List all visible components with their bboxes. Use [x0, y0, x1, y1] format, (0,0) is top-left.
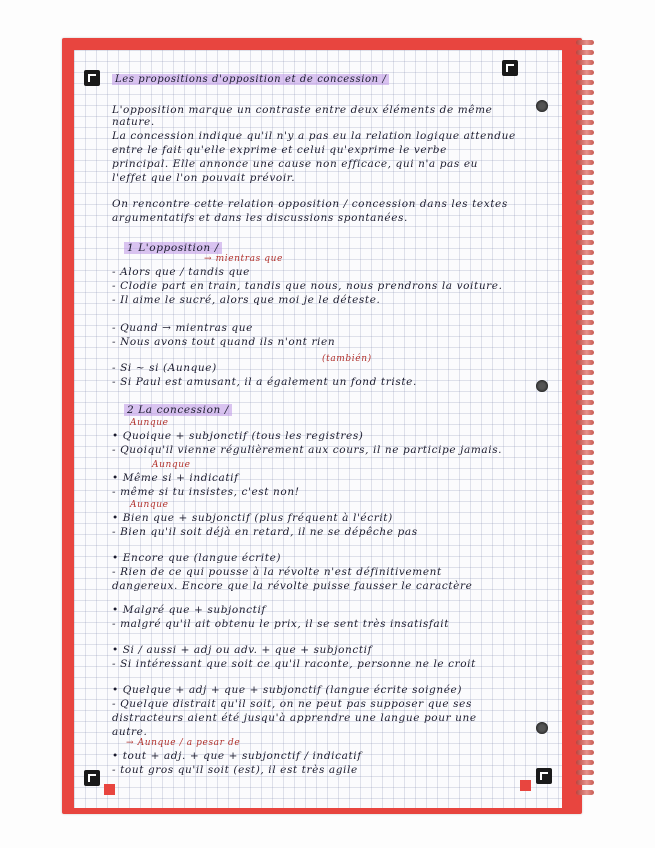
intro-line: L'opposition marque un contraste entre deux éléments de même	[112, 104, 493, 116]
spiral-coil	[576, 590, 594, 595]
note-line: - Si ~ si (Aunque)	[112, 362, 217, 374]
note-line: - Quoiqu'il vienne régulièrement aux cours, il ne participe jamais.	[112, 444, 503, 456]
spiral-coil	[576, 180, 594, 185]
spiral-coil	[576, 750, 594, 755]
intro-line: argumentatifs et dans les discussions spontanées.	[112, 212, 408, 224]
note-line: • Quelque + adj + que + subjonctif (langue écrite soignée)	[112, 684, 463, 696]
note-line: • Bien que + subjonctif (plus fréquent à l'écrit)	[112, 512, 393, 524]
spiral-coil	[576, 620, 594, 625]
spiral-coil	[576, 720, 594, 725]
note-line: - malgré qu'il ait obtenu le prix, il se sent très insatisfait	[112, 618, 450, 630]
spiral-coil	[576, 430, 594, 435]
note-line: • Si / aussi + adj ou adv. + que + subjonctif	[112, 644, 373, 656]
note-line: • Encore que (langue écrite)	[112, 552, 282, 564]
intro-line: On rencontre cette relation opposition / concession dans les textes	[112, 198, 508, 210]
spiral-coil	[576, 490, 594, 495]
spiral-coil	[576, 140, 594, 145]
spiral-coil	[576, 220, 594, 225]
intro-line: La concession indique qu'il n'y a pas eu la relation logique attendue	[112, 130, 516, 142]
spiral-coil	[576, 640, 594, 645]
note-line: • Même si + indicatif	[112, 472, 239, 484]
spiral-coil	[576, 500, 594, 505]
spiral-coil	[576, 350, 594, 355]
note-line: - Quand → mientras que	[112, 322, 253, 334]
margin-note: → Aunque / a pesar de	[126, 738, 241, 748]
note-line: - tout gros qu'il soit (est), il est très agile	[112, 764, 358, 776]
notebook-page	[74, 50, 562, 808]
spiral-coil	[576, 700, 594, 705]
spiral-coil	[576, 210, 594, 215]
spiral-coil	[576, 770, 594, 775]
intro-line: l'effet que l'on pouvait prévoir.	[112, 172, 296, 184]
note-line: - Il aime le sucré, alors que moi je le déteste.	[112, 294, 381, 306]
spiral-coil	[576, 280, 594, 285]
note-line: autre.	[112, 726, 148, 738]
intro-line: principal. Elle annonce une cause non efficace, qui n'a pas eu	[112, 158, 479, 170]
note-line: • Quoique + subjonctif (tous les registres)	[112, 430, 364, 442]
spiral-coil	[576, 470, 594, 475]
spiral-coil	[576, 200, 594, 205]
note-line: - Clodie part en train, tandis que nous, nous prendrons la voiture.	[112, 280, 503, 292]
spiral-coil	[576, 380, 594, 385]
spiral-coil	[576, 270, 594, 275]
spiral-coil	[576, 600, 594, 605]
punch-hole	[536, 722, 548, 734]
spiral-binding	[576, 40, 596, 800]
spiral-coil	[576, 310, 594, 315]
note-line: dangereux. Encore que la révolte puisse fausser le caractère	[112, 580, 473, 592]
spiral-coil	[576, 660, 594, 665]
spiral-coil	[576, 50, 594, 55]
spiral-coil	[576, 410, 594, 415]
spiral-coil	[576, 400, 594, 405]
spiral-coil	[576, 550, 594, 555]
spiral-coil	[576, 740, 594, 745]
spiral-coil	[576, 540, 594, 545]
spiral-coil	[576, 450, 594, 455]
spiral-coil	[576, 650, 594, 655]
spiral-coil	[576, 260, 594, 265]
spiral-coil	[576, 130, 594, 135]
page-title: Les propositions d'opposition et de concession /	[112, 74, 389, 85]
margin-note: Aunque	[152, 460, 191, 470]
spiral-coil	[576, 520, 594, 525]
spiral-coil	[576, 170, 594, 175]
spiral-coil	[576, 760, 594, 765]
spiral-coil	[576, 730, 594, 735]
page-corner-mark-bottom-left	[84, 770, 100, 786]
note-line: - Quelque distrait qu'il soit, on ne peut pas supposer que ses	[112, 698, 472, 710]
red-marker-square	[520, 780, 531, 791]
punch-hole	[536, 380, 548, 392]
note-line: - Si intéressant que soit ce qu'il raconte, personne ne le croit	[112, 658, 476, 670]
spiral-coil	[576, 610, 594, 615]
spiral-coil	[576, 150, 594, 155]
spiral-coil	[576, 690, 594, 695]
spiral-coil	[576, 570, 594, 575]
intro-line: nature.	[112, 116, 155, 128]
spiral-coil	[576, 680, 594, 685]
intro-line: entre le fait qu'elle exprime et celui qu'exprime le verbe	[112, 144, 447, 156]
section-heading-concession: 2 La concession /	[124, 404, 232, 416]
spiral-coil	[576, 120, 594, 125]
note-line: • Malgré que + subjonctif	[112, 604, 266, 616]
spiral-coil	[576, 90, 594, 95]
margin-note: (también)	[322, 354, 372, 364]
punch-hole	[536, 100, 548, 112]
margin-note: Aunque	[130, 500, 169, 510]
note-line: - même si tu insistes, c'est non!	[112, 486, 300, 498]
spiral-coil	[576, 230, 594, 235]
margin-note: → mientras que	[204, 254, 283, 264]
spiral-coil	[576, 100, 594, 105]
spiral-coil	[576, 480, 594, 485]
spiral-coil	[576, 190, 594, 195]
spiral-coil	[576, 780, 594, 785]
spiral-coil	[576, 360, 594, 365]
section-heading-opposition: 1 L'opposition /	[124, 242, 222, 254]
spiral-coil	[576, 790, 594, 795]
note-line: - Si Paul est amusant, il a également un fond triste.	[112, 376, 417, 388]
spiral-coil	[576, 40, 594, 45]
spiral-coil	[576, 70, 594, 75]
spiral-coil	[576, 80, 594, 85]
spiral-coil	[576, 300, 594, 305]
spiral-coil	[576, 580, 594, 585]
spiral-coil	[576, 240, 594, 245]
spiral-coil	[576, 330, 594, 335]
spiral-coil	[576, 370, 594, 375]
spiral-coil	[576, 630, 594, 635]
note-line: - Nous avons tout quand ils n'ont rien	[112, 336, 336, 348]
spiral-coil	[576, 710, 594, 715]
spiral-coil	[576, 560, 594, 565]
spiral-coil	[576, 420, 594, 425]
note-line: - Alors que / tandis que	[112, 266, 250, 278]
handwritten-notes	[112, 74, 532, 774]
spiral-coil	[576, 390, 594, 395]
spiral-coil	[576, 110, 594, 115]
red-marker-square	[104, 784, 115, 795]
spiral-coil	[576, 510, 594, 515]
spiral-coil	[576, 60, 594, 65]
note-line: - Rien de ce qui pousse à la révolte n'est définitivement	[112, 566, 442, 578]
note-line: - Bien qu'il soit déjà en retard, il ne se dépêche pas	[112, 526, 418, 538]
note-line: • tout + adj. + que + subjonctif / indicatif	[112, 750, 362, 762]
spiral-coil	[576, 670, 594, 675]
spiral-coil	[576, 160, 594, 165]
spiral-coil	[576, 530, 594, 535]
spiral-coil	[576, 460, 594, 465]
note-line: distracteurs aient été jusqu'à apprendre une langue pour une	[112, 712, 477, 724]
spiral-coil	[576, 320, 594, 325]
margin-note: Aunque	[130, 418, 169, 428]
page-corner-mark-bottom-right	[536, 768, 552, 784]
spiral-coil	[576, 290, 594, 295]
spiral-coil	[576, 340, 594, 345]
spiral-coil	[576, 440, 594, 445]
page-corner-mark-top-left	[84, 70, 100, 86]
spiral-coil	[576, 250, 594, 255]
